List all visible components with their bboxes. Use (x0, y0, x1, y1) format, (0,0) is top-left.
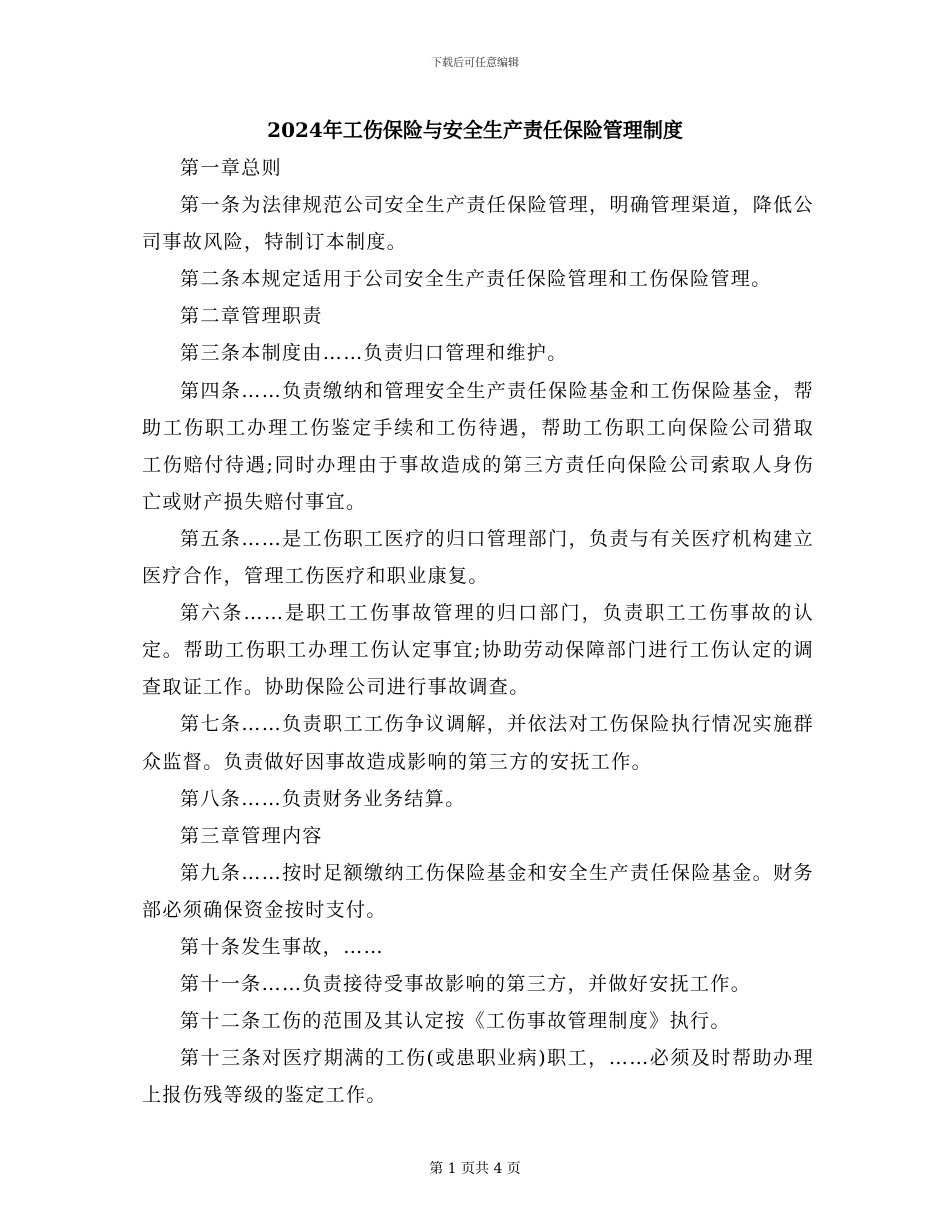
header-note: 下载后可任意编辑 (431, 56, 519, 69)
article-paragraph: 第十三条对医疗期满的工伤(或患职业病)职工，……必须及时帮助办理上报伤残等级的鉴定工作。 (142, 1047, 814, 1107)
chapter-heading: 第二章管理职责 (180, 305, 323, 328)
article-paragraph: 第八条……负责财务业务结算。 (180, 787, 466, 810)
article-paragraph: 第九条……按时足额缴纳工伤保险基金和安全生产责任保险基金。财务部必须确保资金按时支付。 (142, 861, 814, 921)
document-body (142, 150, 814, 1114)
article-paragraph: 第二条本规定适用于公司安全生产责任保险管理和工伤保险管理。 (180, 268, 772, 291)
article-paragraph: 第五条……是工伤职工医疗的归口管理部门，负责与有关医疗机构建立医疗合作，管理工伤医疗和职业康复。 (142, 527, 814, 588)
article-paragraph: 第十一条……负责接待受事故影响的第三方，并做好安抚工作。 (180, 973, 752, 996)
article-paragraph: 第四条……负责缴纳和管理安全生产责任保险基金和工伤保险基金，帮助工伤职工办理工伤鉴定手续和工伤待遇，帮助工伤职工向保险公司猎取工伤赔付待遇;同时办理由于事故造成的第三方责任向保险公司索取人身伤亡或财产损失赔付事宜。 (142, 379, 814, 513)
article-paragraph: 第十条发生事故，…… (180, 935, 385, 958)
chapter-heading: 第三章管理内容 (180, 824, 323, 847)
chapter-heading: 第一章总则 (180, 157, 283, 179)
page-number: 第 1 页共 4 页 (429, 1161, 521, 1177)
article-paragraph: 第三条本制度由……负责归口管理和维护。 (180, 342, 568, 365)
article-paragraph: 第十二条工伤的范围及其认定按《工伤事故管理制度》执行。 (180, 1010, 731, 1033)
document-title: 2024年工伤保险与安全生产责任保险管理制度 (267, 118, 683, 142)
article-paragraph: 第六条……是职工工伤事故管理的归口部门，负责职工工伤事故的认定。帮助工伤职工办理工伤认定事宜;协助劳动保障部门进行工伤认定的调查取证工作。协助保险公司进行事故调查。 (142, 602, 814, 699)
article-paragraph: 第一条为法律规范公司安全生产责任保险管理，明确管理渠道，降低公司事故风险，特制订本制度。 (142, 194, 814, 254)
article-paragraph: 第七条……负责职工工伤争议调解，并依法对工伤保险执行情况实施群众监督。负责做好因事故造成影响的第三方的安抚工作。 (142, 713, 814, 773)
